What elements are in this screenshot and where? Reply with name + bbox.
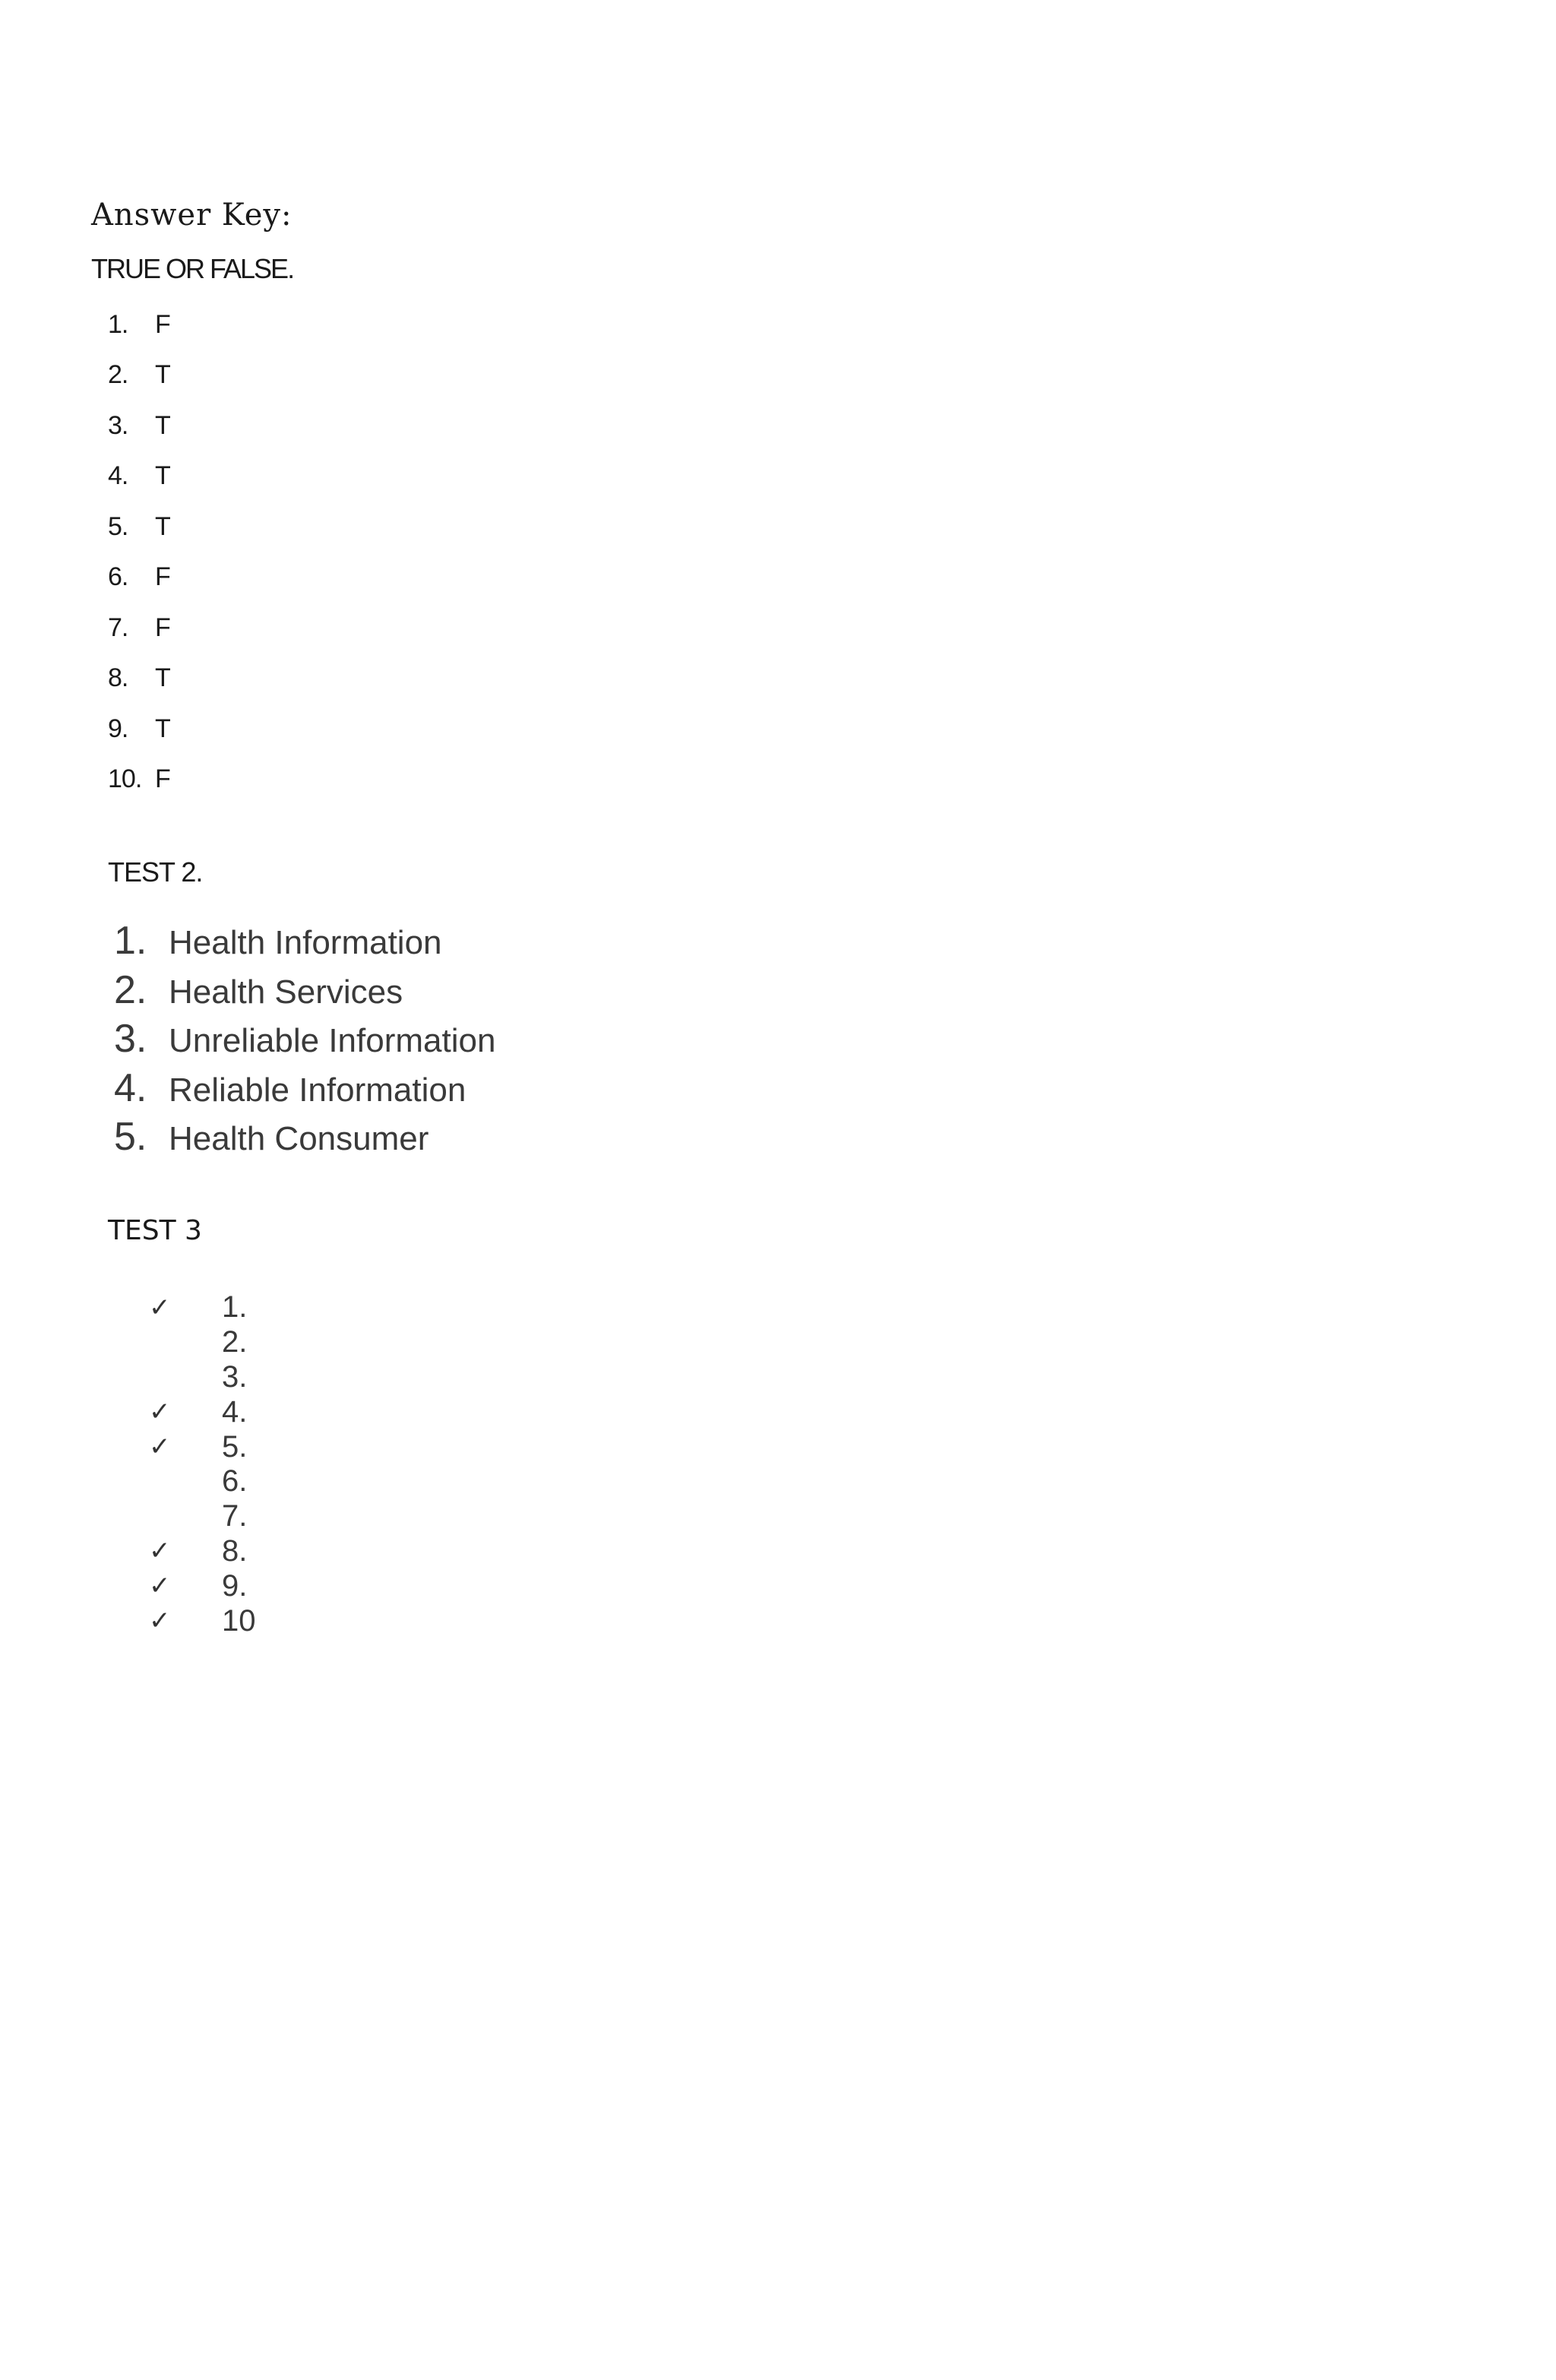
list-item <box>108 603 170 654</box>
item-answer: F <box>155 612 170 642</box>
item-number: 1. <box>108 309 128 339</box>
list-item <box>149 1464 256 1499</box>
list-item <box>149 1603 256 1638</box>
test2-list <box>114 918 495 1163</box>
list-item <box>108 400 170 451</box>
true-false-list <box>108 299 170 805</box>
check-icon: ✓ <box>149 1292 171 1323</box>
item-answer: Health Services <box>169 973 403 1011</box>
item-number: 7. <box>108 612 128 642</box>
test3-list <box>149 1290 256 1638</box>
list-item <box>149 1394 256 1429</box>
list-item <box>108 755 170 805</box>
item-answer: Health Information <box>169 924 442 961</box>
item-number: 2. <box>222 1325 248 1359</box>
list-item <box>114 1065 495 1115</box>
list-item <box>108 299 170 350</box>
item-number: 10. <box>108 764 142 794</box>
list-item <box>149 1568 256 1603</box>
item-number: 3. <box>222 1359 248 1394</box>
list-item <box>114 1114 495 1163</box>
list-item <box>149 1325 256 1360</box>
list-item <box>149 1290 256 1325</box>
item-number: 3. <box>108 410 128 440</box>
item-number: 8. <box>108 663 128 693</box>
check-icon: ✓ <box>149 1397 171 1428</box>
list-item <box>108 502 170 552</box>
list-item <box>108 654 170 704</box>
check-icon: ✓ <box>149 1606 171 1637</box>
item-number: 5. <box>108 511 128 541</box>
item-number: 2. <box>108 360 128 390</box>
list-item <box>149 1534 256 1569</box>
item-answer: Health Consumer <box>169 1120 429 1157</box>
list-item <box>149 1429 256 1464</box>
list-item <box>108 451 170 502</box>
item-number: 1. <box>114 919 147 963</box>
item-answer: F <box>155 562 170 592</box>
item-number: 8. <box>222 1533 248 1568</box>
true-false-heading: TRUE OR FALSE. <box>91 253 294 284</box>
item-answer: F <box>155 764 170 794</box>
item-answer: T <box>155 714 170 743</box>
check-icon: ✓ <box>149 1432 171 1463</box>
list-item <box>114 1016 495 1065</box>
item-answer: Unreliable Information <box>169 1022 496 1059</box>
item-answer: T <box>155 663 170 693</box>
check-icon: ✓ <box>149 1571 171 1602</box>
item-number: 5. <box>114 1115 147 1159</box>
item-answer: Reliable Information <box>169 1071 466 1109</box>
item-number: 1. <box>222 1290 248 1325</box>
item-number: 4. <box>114 1065 147 1110</box>
item-number: 6. <box>222 1464 248 1499</box>
item-number: 7. <box>222 1499 248 1533</box>
list-item <box>108 704 170 755</box>
check-icon: ✓ <box>149 1536 171 1567</box>
item-answer: T <box>155 360 170 390</box>
list-item <box>149 1360 256 1395</box>
item-number: 2. <box>114 967 147 1012</box>
page-title: Answer Key: <box>91 198 293 233</box>
item-number: 6. <box>108 562 128 592</box>
item-answer: F <box>155 309 170 339</box>
test2-heading: TEST 2. <box>108 856 203 888</box>
list-item <box>114 918 495 967</box>
list-item <box>108 350 170 401</box>
item-answer: T <box>155 410 170 440</box>
item-number: 10 <box>222 1603 256 1638</box>
item-number: 9. <box>222 1568 248 1603</box>
item-number: 5. <box>222 1429 248 1464</box>
item-number: 4. <box>108 461 128 491</box>
list-item <box>149 1499 256 1534</box>
item-answer: T <box>155 511 170 541</box>
item-number: 4. <box>222 1394 248 1429</box>
item-number: 3. <box>114 1017 147 1061</box>
item-number: 9. <box>108 714 128 743</box>
list-item <box>114 967 495 1017</box>
list-item <box>108 552 170 603</box>
item-answer: T <box>155 461 170 491</box>
test3-heading: TEST 3 <box>108 1215 202 1246</box>
